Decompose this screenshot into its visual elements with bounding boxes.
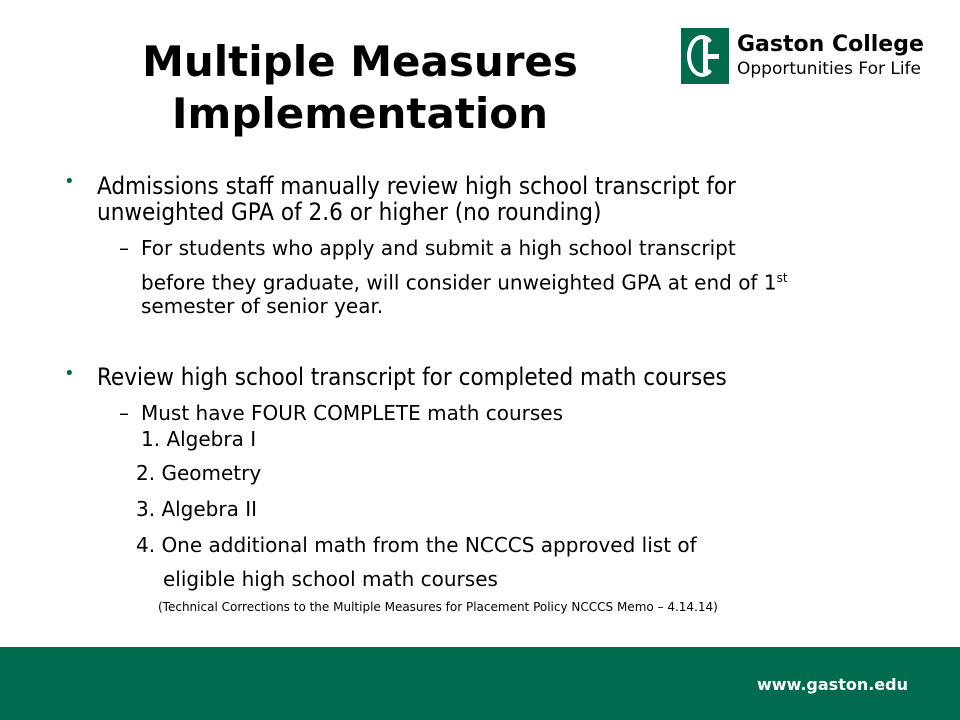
footer-url-link[interactable]: www.gaston.edu (757, 675, 908, 694)
logo-tagline: Opportunities For Life (737, 59, 922, 79)
course-item-3: 3. Algebra II (136, 497, 258, 521)
bullet-dot-icon: • (64, 171, 75, 192)
citation-note: (Technical Corrections to the Multiple Measures for Placement Policy NCCCS Memo – 4.14.14) (158, 600, 718, 614)
bullet-dot-icon: • (64, 363, 75, 384)
title-line-1: Multiple Measures (142, 37, 578, 86)
bullet-1-line-1: Admissions staff manually review high school transcript for (97, 172, 736, 200)
course-item-4: 4. One additional math from the NCCCS approved list of (136, 533, 697, 557)
sub-1-line-3: semester of senior year. (141, 294, 384, 318)
title-line-2: Implementation (171, 89, 549, 138)
course-item-2: 2. Geometry (136, 461, 262, 485)
footer-bar (0, 647, 960, 720)
logo-name: Gaston College (737, 32, 924, 57)
course-item-1: 1. Algebra I (141, 427, 257, 451)
dash-icon: – (119, 401, 129, 425)
sub-2-line-1: Must have FOUR COMPLETE math courses (141, 401, 564, 425)
sub-1-line-2: before they graduate, will consider unweighted GPA at end of 1st (141, 270, 788, 295)
course-item-4-cont: eligible high school math courses (163, 567, 498, 591)
slide-title (110, 36, 610, 140)
gc-logo-icon (681, 28, 729, 84)
college-logo (681, 28, 924, 84)
bullet-1-line-2: unweighted GPA of 2.6 or higher (no rounding) (97, 198, 602, 226)
bullet-2-line-1: Review high school transcript for completed math courses (97, 363, 727, 391)
sub-1-line-1: For students who apply and submit a high school transcript (141, 236, 736, 260)
dash-icon: – (119, 236, 129, 260)
